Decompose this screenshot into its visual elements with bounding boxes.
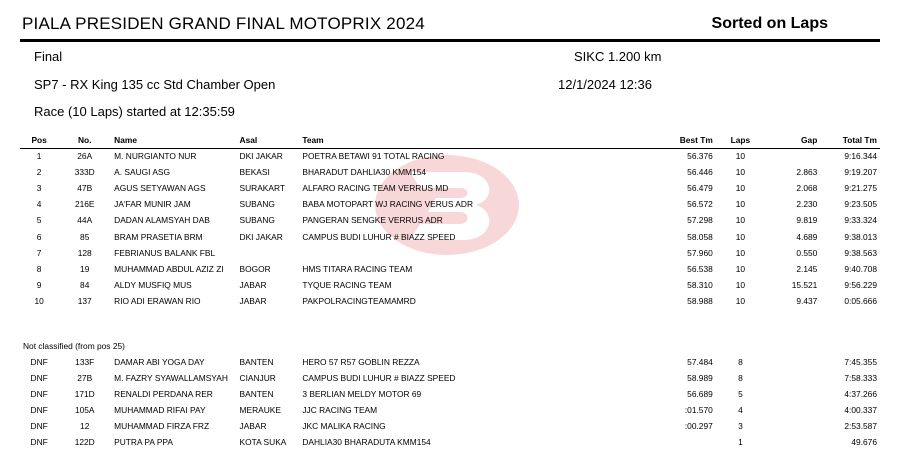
table-row — [20, 212, 880, 228]
cell-name: PUTRA PA PPA — [114, 437, 173, 448]
cell-asal: DKI JAKAR — [239, 231, 283, 242]
results-table — [20, 132, 880, 451]
cell-total: 9:38.013 — [844, 231, 877, 242]
cell-laps: 10 — [735, 151, 746, 162]
cell-no: 26A — [77, 151, 93, 162]
cell-best: 57.484 — [687, 356, 713, 367]
col-laps: Laps — [730, 135, 751, 145]
cell-no: 128 — [77, 247, 92, 258]
cell-team: BHARADUT DAHLIA30 KMM154 — [302, 167, 427, 178]
cell-pos: 9 — [36, 279, 42, 290]
cell-laps: 4 — [738, 405, 743, 416]
cell-total: 7:45.355 — [844, 356, 877, 367]
cell-asal: JABAR — [239, 279, 267, 290]
cell-name: DAMAR ABI YOGA DAY — [114, 356, 205, 367]
cell-team: CAMPUS BUDI LUHUR # BIAZZ SPEED — [302, 231, 456, 242]
cell-team: BABA MOTOPART WJ RACING VERUS ADR — [302, 199, 473, 210]
col-asal: Asal — [239, 135, 258, 145]
circuit-label: SIKC 1.200 km — [574, 49, 662, 64]
cell-asal: SUBANG — [239, 215, 275, 226]
cell-best: 56.479 — [687, 183, 713, 194]
cell-no: 84 — [80, 279, 90, 290]
header-underline — [20, 148, 880, 149]
cell-gap — [765, 148, 820, 164]
cell-gap — [765, 418, 820, 434]
cell-best: :01.570 — [684, 405, 713, 416]
cell-pos: 1 — [36, 151, 42, 162]
cell-asal: CIANJUR — [239, 373, 276, 384]
cell-laps: 3 — [738, 421, 743, 432]
cell-total: 9:23.505 — [844, 199, 877, 210]
cell-name: JA'FAR MUNIR JAM — [114, 199, 191, 210]
cell-no: 47B — [77, 183, 93, 194]
cell-pos: DNF — [30, 356, 48, 367]
cell-team: HMS TITARA RACING TEAM — [302, 263, 413, 274]
cell-pos: 4 — [36, 199, 42, 210]
cell-best: :00.297 — [684, 421, 713, 432]
table-row — [20, 434, 880, 450]
cell-pos: 5 — [36, 215, 42, 226]
cell-laps: 10 — [735, 167, 746, 178]
cell-asal: JABAR — [239, 295, 267, 306]
cell-no: 133F — [75, 356, 95, 367]
cell-best: 57.960 — [687, 247, 713, 258]
cell-name: A. SAUGI ASG — [114, 167, 171, 178]
cell-pos: 6 — [36, 231, 42, 242]
cell-team: 3 BERLIAN MELDY MOTOR 69 — [302, 389, 422, 400]
cell-no: 333D — [74, 167, 95, 178]
cell-pos: 7 — [36, 247, 42, 258]
cell-total: 9:21.275 — [844, 183, 877, 194]
cell-team: JKC MALIKA RACING — [302, 421, 386, 432]
cell-pos: DNF — [30, 405, 48, 416]
cell-total: 4:00.337 — [844, 405, 877, 416]
cell-laps: 8 — [738, 356, 743, 367]
cell-pos: DNF — [30, 421, 48, 432]
col-gap: Gap — [801, 135, 818, 145]
cell-gap — [765, 370, 820, 386]
session-label: Final — [34, 49, 63, 64]
cell-best: 58.989 — [687, 373, 713, 384]
cell-laps: 10 — [735, 263, 746, 274]
cell-pos: DNF — [30, 389, 48, 400]
cell-gap — [765, 402, 820, 418]
table-row — [20, 228, 880, 244]
cell-laps: 10 — [735, 215, 746, 226]
cell-asal: JABAR — [239, 421, 267, 432]
cell-no: 171D — [74, 389, 95, 400]
cell-pos: DNF — [30, 437, 48, 448]
cell-laps: 5 — [738, 389, 743, 400]
cell-gap: 0.550 — [796, 247, 818, 258]
cell-laps: 8 — [738, 373, 743, 384]
cell-name: ALDY MUSFIQ MUS — [114, 279, 192, 290]
table-row — [20, 418, 880, 434]
cell-gap: 15.521 — [791, 279, 818, 290]
cell-best: 58.310 — [687, 279, 713, 290]
table-row — [20, 196, 880, 212]
cell-name: MUHAMMAD FIRZA FRZ — [114, 421, 210, 432]
cell-total: 9:33.324 — [844, 215, 877, 226]
cell-asal: KOTA SUKA — [239, 437, 287, 448]
cell-name: MUHAMMAD ABDUL AZIZ ZI — [114, 263, 224, 274]
cell-best: 57.298 — [687, 215, 713, 226]
document-title: PIALA PRESIDEN GRAND FINAL MOTOPRIX 2024 — [22, 14, 425, 33]
cell-asal — [237, 245, 300, 261]
table-row — [20, 261, 880, 277]
cell-name: RENALDI PERDANA RER — [114, 389, 213, 400]
cell-total: 49.676 — [851, 437, 877, 448]
col-no: No. — [77, 135, 92, 145]
cell-no: 44A — [77, 215, 93, 226]
cell-team: CAMPUS BUDI LUHUR # BIAZZ SPEED — [302, 373, 456, 384]
cell-gap: 2.863 — [796, 167, 818, 178]
cell-team: TYQUE RACING TEAM — [302, 279, 392, 290]
cell-asal: BANTEN — [239, 389, 274, 400]
cell-gap: 4.689 — [796, 231, 818, 242]
cell-asal: SUBANG — [239, 199, 275, 210]
race-info: Race (10 Laps) started at 12:35:59 — [34, 104, 235, 119]
cell-best: 58.058 — [687, 231, 713, 242]
cell-no: 216E — [74, 199, 95, 210]
cell-gap: 2.068 — [796, 183, 818, 194]
cell-laps: 10 — [735, 295, 746, 306]
table-row — [20, 164, 880, 180]
cell-team: JJC RACING TEAM — [302, 405, 378, 416]
cell-no: 27B — [77, 373, 93, 384]
table-row — [20, 277, 880, 293]
header-rule — [20, 39, 880, 42]
table-row — [20, 354, 880, 370]
cell-name: FEBRIANUS BALANK FBL — [114, 247, 216, 258]
cell-no: 85 — [80, 231, 90, 242]
cell-laps: 1 — [738, 437, 743, 448]
cell-laps: 10 — [735, 199, 746, 210]
col-pos: Pos — [31, 135, 47, 145]
cell-total: 9:56.229 — [844, 279, 877, 290]
table-row — [20, 402, 880, 418]
cell-total: 2:53.587 — [844, 421, 877, 432]
col-name: Name — [114, 135, 137, 145]
cell-name: M. FAZRY SYAWALLAMSYAH — [114, 373, 228, 384]
cell-best: 56.538 — [687, 263, 713, 274]
table-row — [20, 148, 880, 164]
cell-best — [664, 434, 716, 450]
cell-total: 7:58.333 — [844, 373, 877, 384]
cell-total: 9:38.563 — [844, 247, 877, 258]
cell-total: 9:19.207 — [844, 167, 877, 178]
cell-name: AGUS SETYAWAN AGS — [114, 183, 206, 194]
cell-best: 56.689 — [687, 389, 713, 400]
cell-best: 56.446 — [687, 167, 713, 178]
cell-name: BRAM PRASETIA BRM — [114, 231, 203, 242]
sort-label: Sorted on Laps — [711, 15, 828, 32]
cell-pos: 2 — [36, 167, 42, 178]
cell-asal: BANTEN — [239, 356, 274, 367]
cell-laps: 10 — [735, 279, 746, 290]
cell-name: DADAN ALAMSYAH DAB — [114, 215, 210, 226]
table-row — [20, 245, 880, 261]
cell-total: 4:37.266 — [844, 389, 877, 400]
cell-asal: SURAKART — [239, 183, 285, 194]
cell-gap: 2.145 — [796, 263, 818, 274]
cell-no: 105A — [74, 405, 95, 416]
cell-best: 58.988 — [687, 295, 713, 306]
col-team: Team — [302, 135, 324, 145]
cell-gap: 2.230 — [796, 199, 818, 210]
cell-gap — [765, 434, 820, 450]
cell-pos: DNF — [30, 373, 48, 384]
cell-asal: MERAUKE — [239, 405, 281, 416]
cell-team — [299, 245, 663, 261]
not-classified-row — [20, 329, 880, 354]
cell-name: MUHAMMAD RIFAI PAY — [114, 405, 206, 416]
cell-name: RIO ADI ERAWAN RIO — [114, 295, 201, 306]
cell-name: M. NURGIANTO NUR — [114, 151, 197, 162]
datetime-label: 12/1/2024 12:36 — [558, 77, 652, 92]
cell-team: HERO 57 R57 GOBLIN REZZA — [302, 356, 420, 367]
cell-laps: 10 — [735, 247, 746, 258]
cell-team: POETRA BETAWI 91 TOTAL RACING — [302, 151, 445, 162]
cell-pos: 3 — [36, 183, 42, 194]
cell-asal: BEKASI — [239, 167, 270, 178]
col-best: Best Tm — [679, 135, 713, 145]
cell-no: 122D — [74, 437, 95, 448]
cell-gap — [765, 386, 820, 402]
cell-team: PANGERAN SENGKE VERRUS ADR — [302, 215, 443, 226]
class-label: SP7 - RX King 135 cc Std Chamber Open — [34, 77, 276, 92]
cell-no: 137 — [77, 295, 92, 306]
cell-gap — [765, 354, 820, 370]
cell-pos: 10 — [34, 295, 44, 306]
col-total: Total Tm — [842, 135, 877, 145]
cell-laps: 10 — [735, 183, 746, 194]
not-classified-label: Not classified (from pos 25) — [23, 340, 125, 351]
cell-team: PAKPOLRACINGTEAMAMRD — [302, 295, 416, 306]
cell-laps: 10 — [735, 231, 746, 242]
cell-team: ALFARO RACING TEAM VERRUS MD — [302, 183, 449, 194]
cell-pos: 8 — [36, 263, 42, 274]
cell-total: 0:05.666 — [844, 295, 877, 306]
cell-no: 19 — [80, 263, 90, 274]
cell-best: 56.376 — [687, 151, 713, 162]
table-row — [20, 386, 880, 402]
cell-best: 56.572 — [687, 199, 713, 210]
cell-gap: 9.437 — [796, 295, 818, 306]
cell-total: 9:16.344 — [844, 151, 877, 162]
cell-total: 9:40.708 — [844, 263, 877, 274]
cell-no: 12 — [80, 421, 90, 432]
table-row — [20, 180, 880, 196]
table-row — [20, 370, 880, 386]
cell-asal: BOGOR — [239, 263, 271, 274]
cell-asal: DKI JAKAR — [239, 151, 283, 162]
cell-team: DAHLIA30 BHARADUTA KMM154 — [302, 437, 431, 448]
table-header-row — [20, 132, 880, 148]
table-row — [20, 293, 880, 309]
cell-gap: 9.819 — [796, 215, 818, 226]
